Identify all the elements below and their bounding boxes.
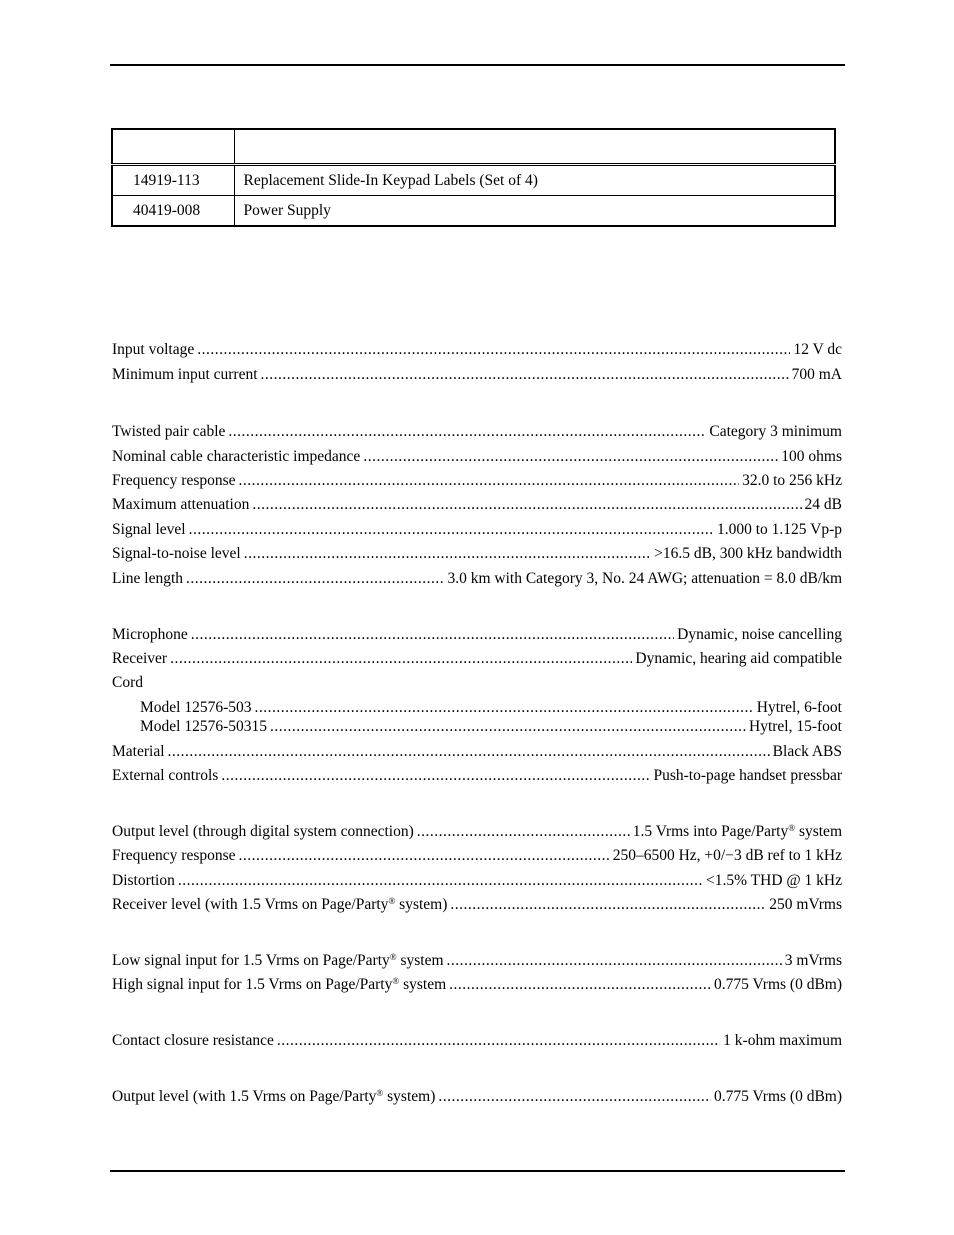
spec-line xyxy=(112,568,842,590)
spec-line xyxy=(112,741,842,763)
spec-value: Hytrel, 6-foot xyxy=(756,699,842,716)
spec-value: Black ABS xyxy=(772,743,842,760)
spec-line xyxy=(112,894,842,916)
spec-line xyxy=(112,543,842,565)
spec-value: 32.0 to 256 kHz xyxy=(742,472,842,489)
spec-line xyxy=(112,821,842,843)
footer-rule xyxy=(110,1170,845,1172)
spec-label: External controls xyxy=(112,767,219,784)
header-rule xyxy=(110,64,845,66)
part-number: 40419-008 xyxy=(112,196,234,227)
spec-label: Input voltage xyxy=(112,341,195,358)
spec-line xyxy=(112,1086,842,1108)
spec-value: >16.5 dB, 300 kHz bandwidth xyxy=(654,545,842,562)
spec-value: Dynamic, noise cancelling xyxy=(677,626,842,643)
spec-value: Hytrel, 15-foot xyxy=(749,718,842,735)
table-header-cell xyxy=(112,129,234,165)
spec-line xyxy=(112,446,842,468)
spec-label: Receiver xyxy=(112,650,168,667)
spec-line xyxy=(112,950,842,972)
registered-mark: ® xyxy=(388,896,396,906)
spec-label: Minimum input current xyxy=(112,366,258,383)
spec-label: Signal level xyxy=(112,521,186,538)
spec-line xyxy=(112,421,842,443)
table-row xyxy=(112,196,835,227)
spec-value: 3.0 km with Category 3, No. 24 AWG; attenuation = 8.0 dB/km xyxy=(447,570,842,587)
spec-label: Cord xyxy=(112,674,143,691)
spec-value: 1 k-ohm maximum xyxy=(723,1032,842,1049)
spec-value: 1.000 to 1.125 Vp-p xyxy=(716,521,842,538)
spec-line xyxy=(112,672,842,694)
spec-line xyxy=(112,494,842,516)
parts-table xyxy=(111,128,836,227)
spec-value: 700 mA xyxy=(791,366,842,383)
spec-value: 0.775 Vrms (0 dBm) xyxy=(714,1088,842,1105)
spec-value: Push-to-page handset pressbar xyxy=(653,767,842,784)
spec-label: Model 12576-503 xyxy=(140,699,252,716)
spec-line xyxy=(112,624,842,646)
spec-label: Contact closure resistance xyxy=(112,1032,274,1049)
spec-line xyxy=(112,648,842,670)
spec-label: Frequency response xyxy=(112,472,236,489)
table-header-row xyxy=(112,129,835,165)
spec-value: 3 mVrms xyxy=(784,952,842,969)
registered-mark: ® xyxy=(392,976,400,986)
spec-value: 1.5 Vrms into Page/Party® system xyxy=(632,823,842,840)
spec-label: Twisted pair cable xyxy=(112,423,226,440)
spec-value: 0.775 Vrms (0 dBm) xyxy=(714,976,842,993)
spec-value: 250–6500 Hz, +0/−3 dB ref to 1 kHz xyxy=(612,847,842,864)
spec-line xyxy=(112,470,842,492)
spec-line xyxy=(112,870,842,892)
spec-line xyxy=(112,339,842,361)
part-description: Replacement Slide-In Keypad Labels (Set of 4) xyxy=(234,165,835,196)
spec-label: Signal-to-noise level xyxy=(112,545,241,562)
spec-line xyxy=(140,716,842,738)
spec-label: Output level (through digital system connection) xyxy=(112,823,414,840)
spec-label: Maximum attenuation xyxy=(112,496,250,513)
spec-line xyxy=(112,974,842,996)
spec-label: Material xyxy=(112,743,165,760)
table-header-cell xyxy=(234,129,835,165)
spec-line xyxy=(112,364,842,386)
spec-label: Receiver level (with 1.5 Vrms on Page/Party® system) xyxy=(112,896,448,913)
spec-value: Category 3 minimum xyxy=(709,423,842,440)
part-number: 14919-113 xyxy=(112,165,234,196)
spec-label: Line length xyxy=(112,570,184,587)
spec-label: Frequency response xyxy=(112,847,236,864)
spec-value: 12 V dc xyxy=(793,341,842,358)
spec-value: Dynamic, hearing aid compatible xyxy=(635,650,842,667)
registered-mark: ® xyxy=(788,823,796,833)
spec-value: 250 mVrms xyxy=(769,896,842,913)
spec-line xyxy=(112,519,842,541)
spec-line xyxy=(112,1030,842,1052)
spec-label: Distortion xyxy=(112,872,175,889)
spec-line xyxy=(112,845,842,867)
spec-value: 24 dB xyxy=(804,496,842,513)
spec-value: 100 ohms xyxy=(781,448,842,465)
spec-label: Nominal cable characteristic impedance xyxy=(112,448,361,465)
spec-label: Model 12576-50315 xyxy=(140,718,268,735)
spec-label: High signal input for 1.5 Vrms on Page/Party® system xyxy=(112,976,447,993)
part-description: Power Supply xyxy=(234,196,835,227)
registered-mark: ® xyxy=(376,1088,384,1098)
registered-mark: ® xyxy=(389,952,397,962)
spec-line xyxy=(112,765,842,787)
spec-value: <1.5% THD @ 1 kHz xyxy=(706,872,842,889)
table-row xyxy=(112,165,835,196)
spec-label: Low signal input for 1.5 Vrms on Page/Party® system xyxy=(112,952,444,969)
spec-label: Microphone xyxy=(112,626,188,643)
spec-label: Output level (with 1.5 Vrms on Page/Party® system) xyxy=(112,1088,436,1105)
